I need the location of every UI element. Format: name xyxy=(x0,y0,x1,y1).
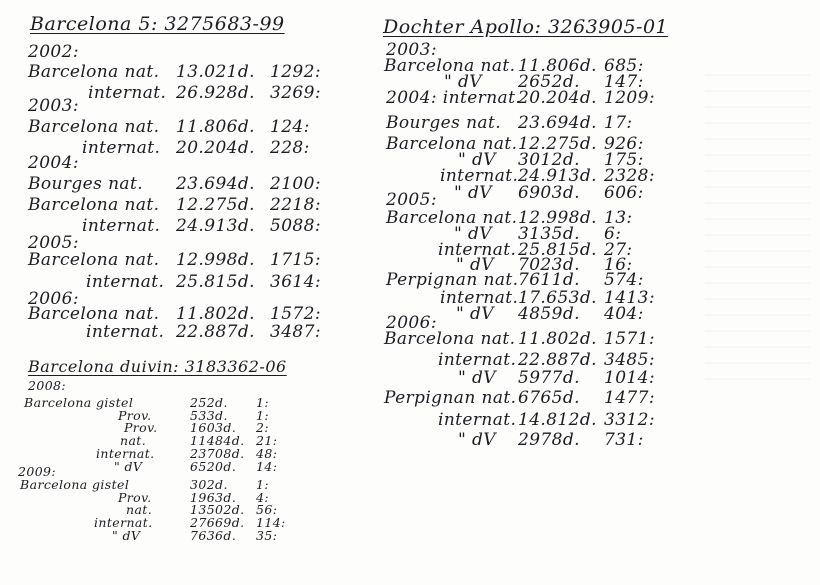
race-label: " dV xyxy=(456,304,494,324)
bird-count: 26.928d. xyxy=(176,83,255,103)
race-label: Barcelona nat. xyxy=(28,195,160,215)
placement: 13: xyxy=(604,208,633,228)
placement: 404: xyxy=(604,304,644,324)
bird-count: 2652d. xyxy=(518,72,580,92)
section-title-dochter-apollo: Dochter Apollo: 3263905-01 xyxy=(383,16,669,38)
placement: 17: xyxy=(604,113,633,133)
bird-count: 12.998d. xyxy=(518,208,597,228)
race-label: Prov. xyxy=(124,420,158,435)
placement: 926: xyxy=(604,134,644,154)
placement: 16: xyxy=(604,255,633,275)
race-label: nat. xyxy=(120,433,147,448)
bird-count: 6520d. xyxy=(190,459,237,474)
year-label: 2009: xyxy=(18,464,57,479)
placement: 3269: xyxy=(270,83,321,103)
race-label: internat. xyxy=(440,288,519,308)
race-label: internat. xyxy=(86,272,165,292)
bird-count: 11484d. xyxy=(190,433,245,448)
bird-count: 11.806d. xyxy=(518,56,597,76)
race-label: Perpignan nat. xyxy=(386,270,519,290)
race-label: internat. xyxy=(438,350,517,370)
bird-count: 23.694d. xyxy=(176,174,255,194)
year-label: 2008: xyxy=(28,378,67,393)
placement: 1571: xyxy=(604,329,655,349)
bird-count: 17.653d. xyxy=(518,288,597,308)
placement: 1572: xyxy=(270,304,321,324)
bird-count: 11.802d. xyxy=(176,304,255,324)
race-label: " dV xyxy=(114,459,143,474)
bird-count: 3135d. xyxy=(518,224,580,244)
race-label: Perpignan nat. xyxy=(384,388,517,408)
race-label: internat. xyxy=(88,83,167,103)
placement: 1413: xyxy=(604,288,655,308)
placement: 3487: xyxy=(270,322,321,342)
race-label: Prov. xyxy=(118,408,152,423)
year-label: 2006: xyxy=(28,289,79,309)
bird-count: 24.913d. xyxy=(176,216,255,236)
bird-count: 3012d. xyxy=(518,150,580,170)
placement: 3485: xyxy=(604,350,655,370)
bird-count: 6903d. xyxy=(518,183,580,203)
year-label: 2005: xyxy=(28,233,79,253)
bird-count: 302d. xyxy=(190,477,228,492)
placement: 3312: xyxy=(604,410,655,430)
bird-count: 5977d. xyxy=(518,368,580,388)
bird-count: 14.812d. xyxy=(518,410,597,430)
placement: 1715: xyxy=(270,250,321,270)
race-label: " dV xyxy=(444,72,482,92)
bird-count: 25.815d. xyxy=(518,240,597,260)
bird-count: 12.275d. xyxy=(176,195,255,215)
race-label: " dV xyxy=(112,528,141,543)
race-label: internat. xyxy=(82,138,161,158)
bird-count: 12.998d. xyxy=(176,250,255,270)
placement: 175: xyxy=(604,150,644,170)
placement: 228: xyxy=(270,138,310,158)
placement: 56: xyxy=(256,502,278,517)
race-label: Barcelona nat. xyxy=(384,56,516,76)
race-label: " dV xyxy=(458,368,496,388)
race-label: Bourges nat. xyxy=(386,113,501,133)
placement: 1: xyxy=(256,395,269,410)
race-label: nat. xyxy=(126,502,153,517)
race-label: Barcelona gistel xyxy=(24,395,134,410)
year-label: 2003: xyxy=(28,96,79,116)
race-label: " dV xyxy=(454,183,492,203)
race-label: internat. xyxy=(82,216,161,236)
placement: 124: xyxy=(270,117,310,137)
placement: 2100: xyxy=(270,174,321,194)
race-label: Barcelona nat. xyxy=(386,134,518,154)
race-label: Barcelona nat. xyxy=(28,62,160,82)
bird-count: 533d. xyxy=(190,408,228,423)
bird-count: 1603d. xyxy=(190,420,237,435)
placement: 4: xyxy=(256,490,269,505)
placement: 1292: xyxy=(270,62,321,82)
race-label: internat. xyxy=(86,322,165,342)
race-label: Barcelona gistel xyxy=(20,477,130,492)
race-label: " dV xyxy=(458,430,496,450)
race-label: Barcelona nat. xyxy=(28,304,160,324)
placement: 1477: xyxy=(604,388,655,408)
bird-count: 11.806d. xyxy=(176,117,255,137)
race-label: Barcelona nat. xyxy=(28,117,160,137)
year-label: 2003: xyxy=(386,40,437,60)
race-label: Bourges nat. xyxy=(28,174,143,194)
bird-count: 4859d. xyxy=(518,304,580,324)
race-label: " dV xyxy=(456,255,494,275)
race-label: Barcelona nat. xyxy=(28,250,160,270)
race-label: " dV xyxy=(458,150,496,170)
placement: 2: xyxy=(256,420,269,435)
placement: 1209: xyxy=(604,88,655,108)
placement: 3614: xyxy=(270,272,321,292)
bird-count: 22.887d. xyxy=(518,350,597,370)
bird-count: 13502d. xyxy=(190,502,245,517)
race-label: internat. xyxy=(440,166,519,186)
bird-count: 12.275d. xyxy=(518,134,597,154)
placement: 606: xyxy=(604,183,644,203)
race-label: internat. xyxy=(94,515,153,530)
placement: 6: xyxy=(604,224,622,244)
section-title-barcelona-duivin: Barcelona duivin: 3183362-06 xyxy=(28,357,287,376)
bird-count: 22.887d. xyxy=(176,322,255,342)
bird-count: 252d. xyxy=(190,395,228,410)
year-label: 2004: xyxy=(28,153,79,173)
placement: 2328: xyxy=(604,166,655,186)
race-label: " dV xyxy=(454,224,492,244)
year-label: 2006: xyxy=(386,313,437,333)
faint-bleedthrough-area xyxy=(705,60,810,390)
bird-count: 7636d. xyxy=(190,528,237,543)
race-label: 2004: internat. xyxy=(386,88,522,108)
section-title-barcelona-5: Barcelona 5: 3275683-99 xyxy=(30,13,285,35)
bird-count: 27669d. xyxy=(190,515,245,530)
placement: 35: xyxy=(256,528,278,543)
bird-count: 24.913d. xyxy=(518,166,597,186)
placement: 14: xyxy=(256,459,278,474)
bird-count: 23.694d. xyxy=(518,113,597,133)
bird-count: 6765d. xyxy=(518,388,580,408)
placement: 731: xyxy=(604,430,644,450)
bird-count: 7023d. xyxy=(518,255,580,275)
bird-count: 7611d. xyxy=(518,270,580,290)
placement: 1: xyxy=(256,477,269,492)
placement: 685: xyxy=(604,56,644,76)
year-label: 2002: xyxy=(28,42,79,62)
year-label: 2005: xyxy=(386,190,437,210)
bird-count: 20.204d. xyxy=(518,88,597,108)
placement: 1: xyxy=(256,408,269,423)
race-label: Barcelona nat. xyxy=(384,329,516,349)
race-label: internat. xyxy=(438,410,517,430)
placement: 574: xyxy=(604,270,644,290)
placement: 114: xyxy=(256,515,286,530)
bird-count: 20.204d. xyxy=(176,138,255,158)
race-label: Prov. xyxy=(118,490,152,505)
bird-count: 13.021d. xyxy=(176,62,255,82)
bird-count: 11.802d. xyxy=(518,329,597,349)
placement: 2218: xyxy=(270,195,321,215)
race-label: internat. xyxy=(438,240,517,260)
placement: 48: xyxy=(256,446,278,461)
placement: 147: xyxy=(604,72,644,92)
bird-count: 23708d. xyxy=(190,446,245,461)
race-label: internat. xyxy=(96,446,155,461)
placement: 5088: xyxy=(270,216,321,236)
placement: 1014: xyxy=(604,368,655,388)
bird-count: 25.815d. xyxy=(176,272,255,292)
placement: 21: xyxy=(256,433,278,448)
placement: 27: xyxy=(604,240,633,260)
bird-count: 2978d. xyxy=(518,430,580,450)
race-label: Barcelona nat. xyxy=(386,208,518,228)
bird-count: 1963d. xyxy=(190,490,237,505)
